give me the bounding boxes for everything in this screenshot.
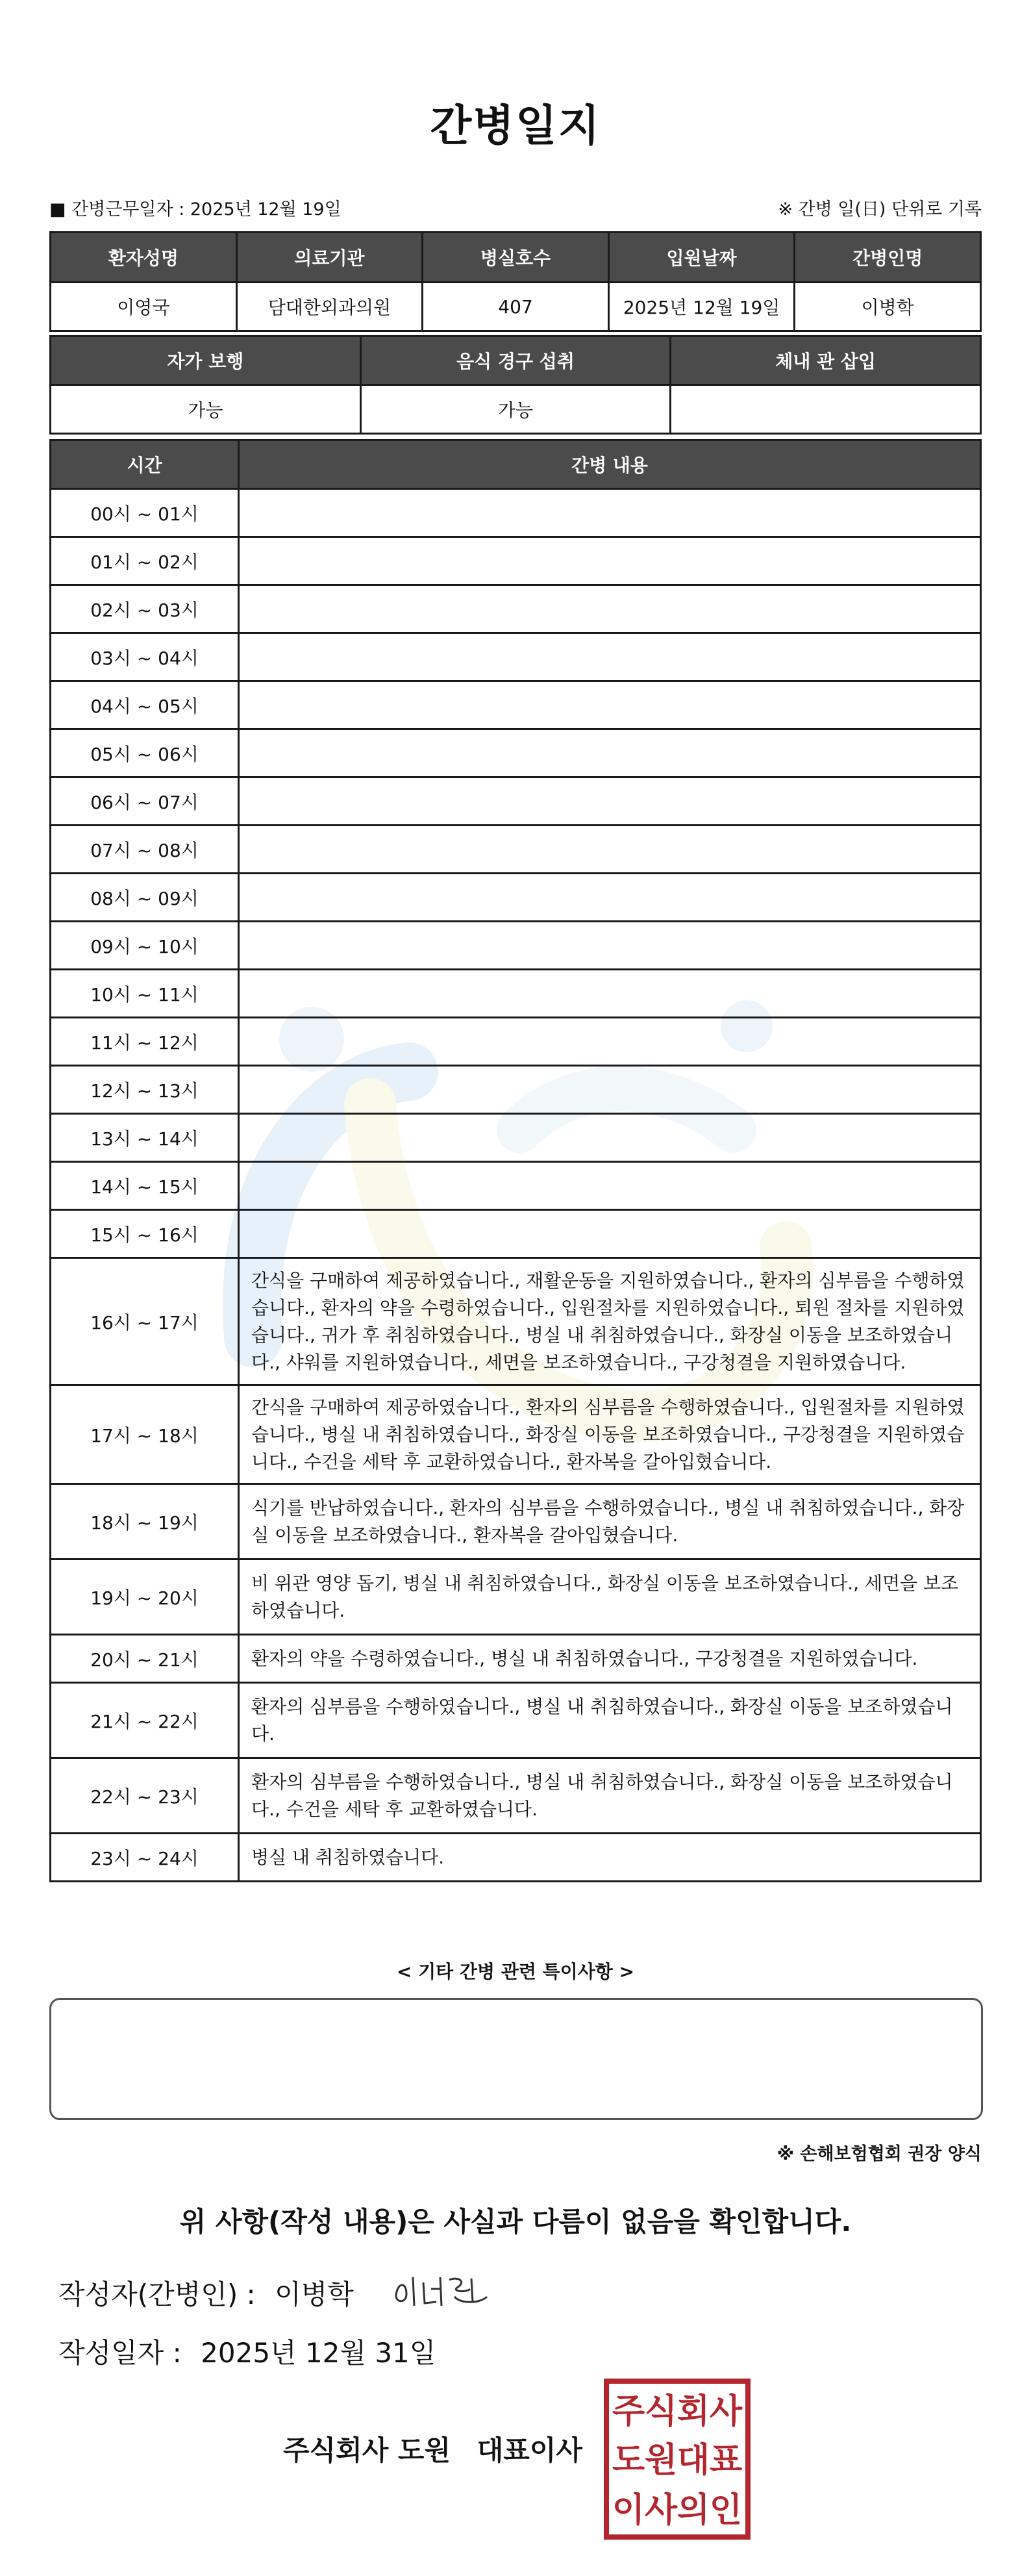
log-content: 간식을 구매하여 제공하였습니다., 환자의 심부름을 수행하였습니다., 입원절차를 지원하였습니다., 병실 내 취침하였습니다., 화장실 이동을 보조하였습니다., 구강청결을 지원하였습니다., 수건을 세탁 후 교환하였습니다., 환자복을 갈아입혔습니다. [239, 1385, 981, 1484]
svg-text:이: 이 [612, 2491, 645, 2530]
log-time: 13시 ~ 14시 [51, 1114, 239, 1162]
log-row [51, 1162, 981, 1210]
svg-text:인: 인 [709, 2491, 743, 2530]
svg-text:원: 원 [644, 2441, 678, 2480]
work-date-value: 2025년 12월 19일 [190, 199, 342, 220]
log-content [239, 874, 981, 922]
log-row [51, 1210, 981, 1258]
confirmation-statement: 위 사항(작성 내용)은 사실과 다름이 없음을 확인합니다. [179, 2206, 852, 2238]
log-content: 비 위관 영양 돕기, 병실 내 취침하였습니다., 화장실 이동을 보조하였습니다., 세면을 보조하였습니다. [239, 1559, 981, 1635]
handwritten-signature [390, 2263, 500, 2315]
log-row [51, 1385, 981, 1484]
log-row [51, 1066, 981, 1114]
log-row [51, 489, 981, 537]
oral-intake-value: 가능 [360, 385, 671, 434]
log-row [51, 1114, 981, 1162]
svg-text:사: 사 [709, 2392, 743, 2431]
log-header-content: 간병 내용 [239, 440, 981, 489]
log-content [239, 777, 981, 826]
remarks-title: < 기타 간병 관련 특이사항 > [396, 1961, 635, 1982]
log-content [239, 970, 981, 1018]
log-content: 환자의 심부름을 수행하였습니다., 병실 내 취침하였습니다., 화장실 이동을 보조하였습니다., 수건을 세탁 후 교환하였습니다. [239, 1758, 981, 1834]
log-time: 15시 ~ 16시 [51, 1210, 239, 1258]
log-row [51, 1683, 981, 1758]
log-content: 환자의 심부름을 수행하였습니다., 병실 내 취침하였습니다., 화장실 이동을 보조하였습니다. [239, 1683, 981, 1758]
work-date-label: ■ 간병근무일자 : [49, 199, 185, 220]
log-content [239, 633, 981, 681]
log-time: 21시 ~ 22시 [51, 1683, 239, 1758]
log-row [51, 1484, 981, 1559]
svg-text:회: 회 [677, 2392, 710, 2431]
patient-table-header: 의료기관 [236, 233, 423, 283]
tube-insertion-value [671, 385, 981, 434]
patient-table-header: 환자성명 [51, 233, 237, 283]
source-note: ※ 손해보험협회 권장 양식 [776, 2144, 982, 2164]
status-table-header: 체내 관 삽입 [671, 336, 981, 385]
log-row [51, 874, 981, 922]
log-row [51, 1258, 981, 1385]
log-row [51, 537, 981, 585]
log-content: 환자의 약을 수령하였습니다., 병실 내 취침하였습니다., 구강청결을 지원하였습니다. [239, 1635, 981, 1683]
caregiver-name: 이병학 [795, 283, 981, 331]
log-row [51, 681, 981, 729]
log-content: 식기를 반납하였습니다., 환자의 심부름을 수행하였습니다., 병실 내 취침하였습니다., 화장실 이동을 보조하였습니다., 환자복을 갈아입혔습니다. [239, 1484, 981, 1559]
log-row [51, 826, 981, 874]
log-row [51, 1758, 981, 1834]
log-time: 22시 ~ 23시 [51, 1758, 239, 1834]
remarks-box [49, 1998, 983, 2120]
log-row [51, 1018, 981, 1066]
log-content [239, 1162, 981, 1210]
log-content [239, 1018, 981, 1066]
log-time: 16시 ~ 17시 [51, 1258, 239, 1385]
log-content [239, 826, 981, 874]
log-time: 23시 ~ 24시 [51, 1834, 239, 1882]
svg-text:식: 식 [644, 2392, 678, 2431]
log-time: 11시 ~ 12시 [51, 1018, 239, 1066]
log-content [239, 1114, 981, 1162]
svg-text:도: 도 [612, 2441, 645, 2480]
log-content [239, 585, 981, 633]
log-time: 04시 ~ 05시 [51, 681, 239, 729]
log-time: 17시 ~ 18시 [51, 1385, 239, 1484]
log-time: 12시 ~ 13시 [51, 1066, 239, 1114]
patient-status-table [49, 335, 982, 435]
log-time: 19시 ~ 20시 [51, 1559, 239, 1635]
log-content [239, 922, 981, 970]
log-time: 10시 ~ 11시 [51, 970, 239, 1018]
log-row [51, 1834, 981, 1882]
log-time: 14시 ~ 15시 [51, 1162, 239, 1210]
work-date-row [49, 195, 982, 221]
log-time: 09시 ~ 10시 [51, 922, 239, 970]
log-content: 병실 내 취침하였습니다. [239, 1834, 981, 1882]
log-row [51, 1559, 981, 1635]
self-walking-value: 가능 [51, 385, 361, 434]
log-time: 18시 ~ 19시 [51, 1484, 239, 1559]
log-time: 01시 ~ 02시 [51, 537, 239, 585]
company-seal-stamp [602, 2377, 752, 2541]
log-content [239, 489, 981, 537]
log-content [239, 1066, 981, 1114]
log-row [51, 777, 981, 826]
log-content [239, 729, 981, 777]
log-time: 00시 ~ 01시 [51, 489, 239, 537]
status-table-header: 음식 경구 섭취 [360, 336, 671, 385]
patient-name: 이영국 [51, 283, 237, 331]
log-row [51, 633, 981, 681]
log-row [51, 922, 981, 970]
company-line [283, 2429, 582, 2468]
status-table-header: 자가 보행 [51, 336, 361, 385]
written-date-label: 작성일자 : [58, 2337, 182, 2369]
svg-text:사: 사 [644, 2491, 678, 2530]
writer-name: 이병학 [275, 2279, 354, 2310]
log-content [239, 537, 981, 585]
log-time: 08시 ~ 09시 [51, 874, 239, 922]
medical-institution: 담대한외과의원 [236, 283, 423, 331]
writer-label: 작성자(간병인) : [58, 2279, 256, 2310]
record-unit-note: ※ 간병 일(日) 단위로 기록 [778, 199, 982, 220]
log-row [51, 729, 981, 777]
written-date-line [58, 2332, 436, 2371]
log-time: 03시 ~ 04시 [51, 633, 239, 681]
patient-table-header: 입원날짜 [608, 233, 795, 283]
log-row [51, 1635, 981, 1683]
log-time: 06시 ~ 07시 [51, 777, 239, 826]
svg-text:대: 대 [677, 2441, 710, 2480]
log-time: 07시 ~ 08시 [51, 826, 239, 874]
log-content: 간식을 구매하여 제공하였습니다., 재활운동을 지원하였습니다., 환자의 심부름을 수행하였습니다., 환자의 약을 수령하였습니다., 입원절차를 지원하였습니다., 퇴원 절차를 지원하였습니다., 귀가 후 취침하였습니다., 병실 내 취침하였습니다., 화장실 이동을 보조하였습니다., 샤워를 지원하였습니다., 세면을 보조하였습니다., 구강청결을 지원하였습니다. [239, 1258, 981, 1385]
log-time: 02시 ~ 03시 [51, 585, 239, 633]
room-number: 407 [423, 283, 609, 331]
care-log-body [51, 489, 981, 1882]
log-content [239, 1210, 981, 1258]
svg-text:표: 표 [709, 2441, 743, 2480]
company-name: 주식회사 도원 [283, 2434, 451, 2466]
log-header-time: 시간 [51, 440, 239, 489]
log-row [51, 970, 981, 1018]
care-log-table [49, 439, 982, 1882]
company-title: 대표이사 [477, 2434, 582, 2466]
svg-text:의: 의 [677, 2491, 710, 2530]
svg-text:주: 주 [612, 2392, 645, 2431]
writer-line [58, 2273, 354, 2312]
patient-table-header: 간병인명 [795, 233, 981, 283]
work-date [49, 195, 342, 220]
log-time: 05시 ~ 06시 [51, 729, 239, 777]
log-content [239, 681, 981, 729]
page-title: 간병일지 [430, 101, 601, 151]
written-date-value: 2025년 12월 31일 [201, 2337, 436, 2369]
log-time: 20시 ~ 21시 [51, 1635, 239, 1683]
admission-date: 2025년 12월 19일 [608, 283, 795, 331]
patient-info-table [49, 231, 982, 332]
patient-table-header: 병실호수 [423, 233, 609, 283]
log-row [51, 585, 981, 633]
